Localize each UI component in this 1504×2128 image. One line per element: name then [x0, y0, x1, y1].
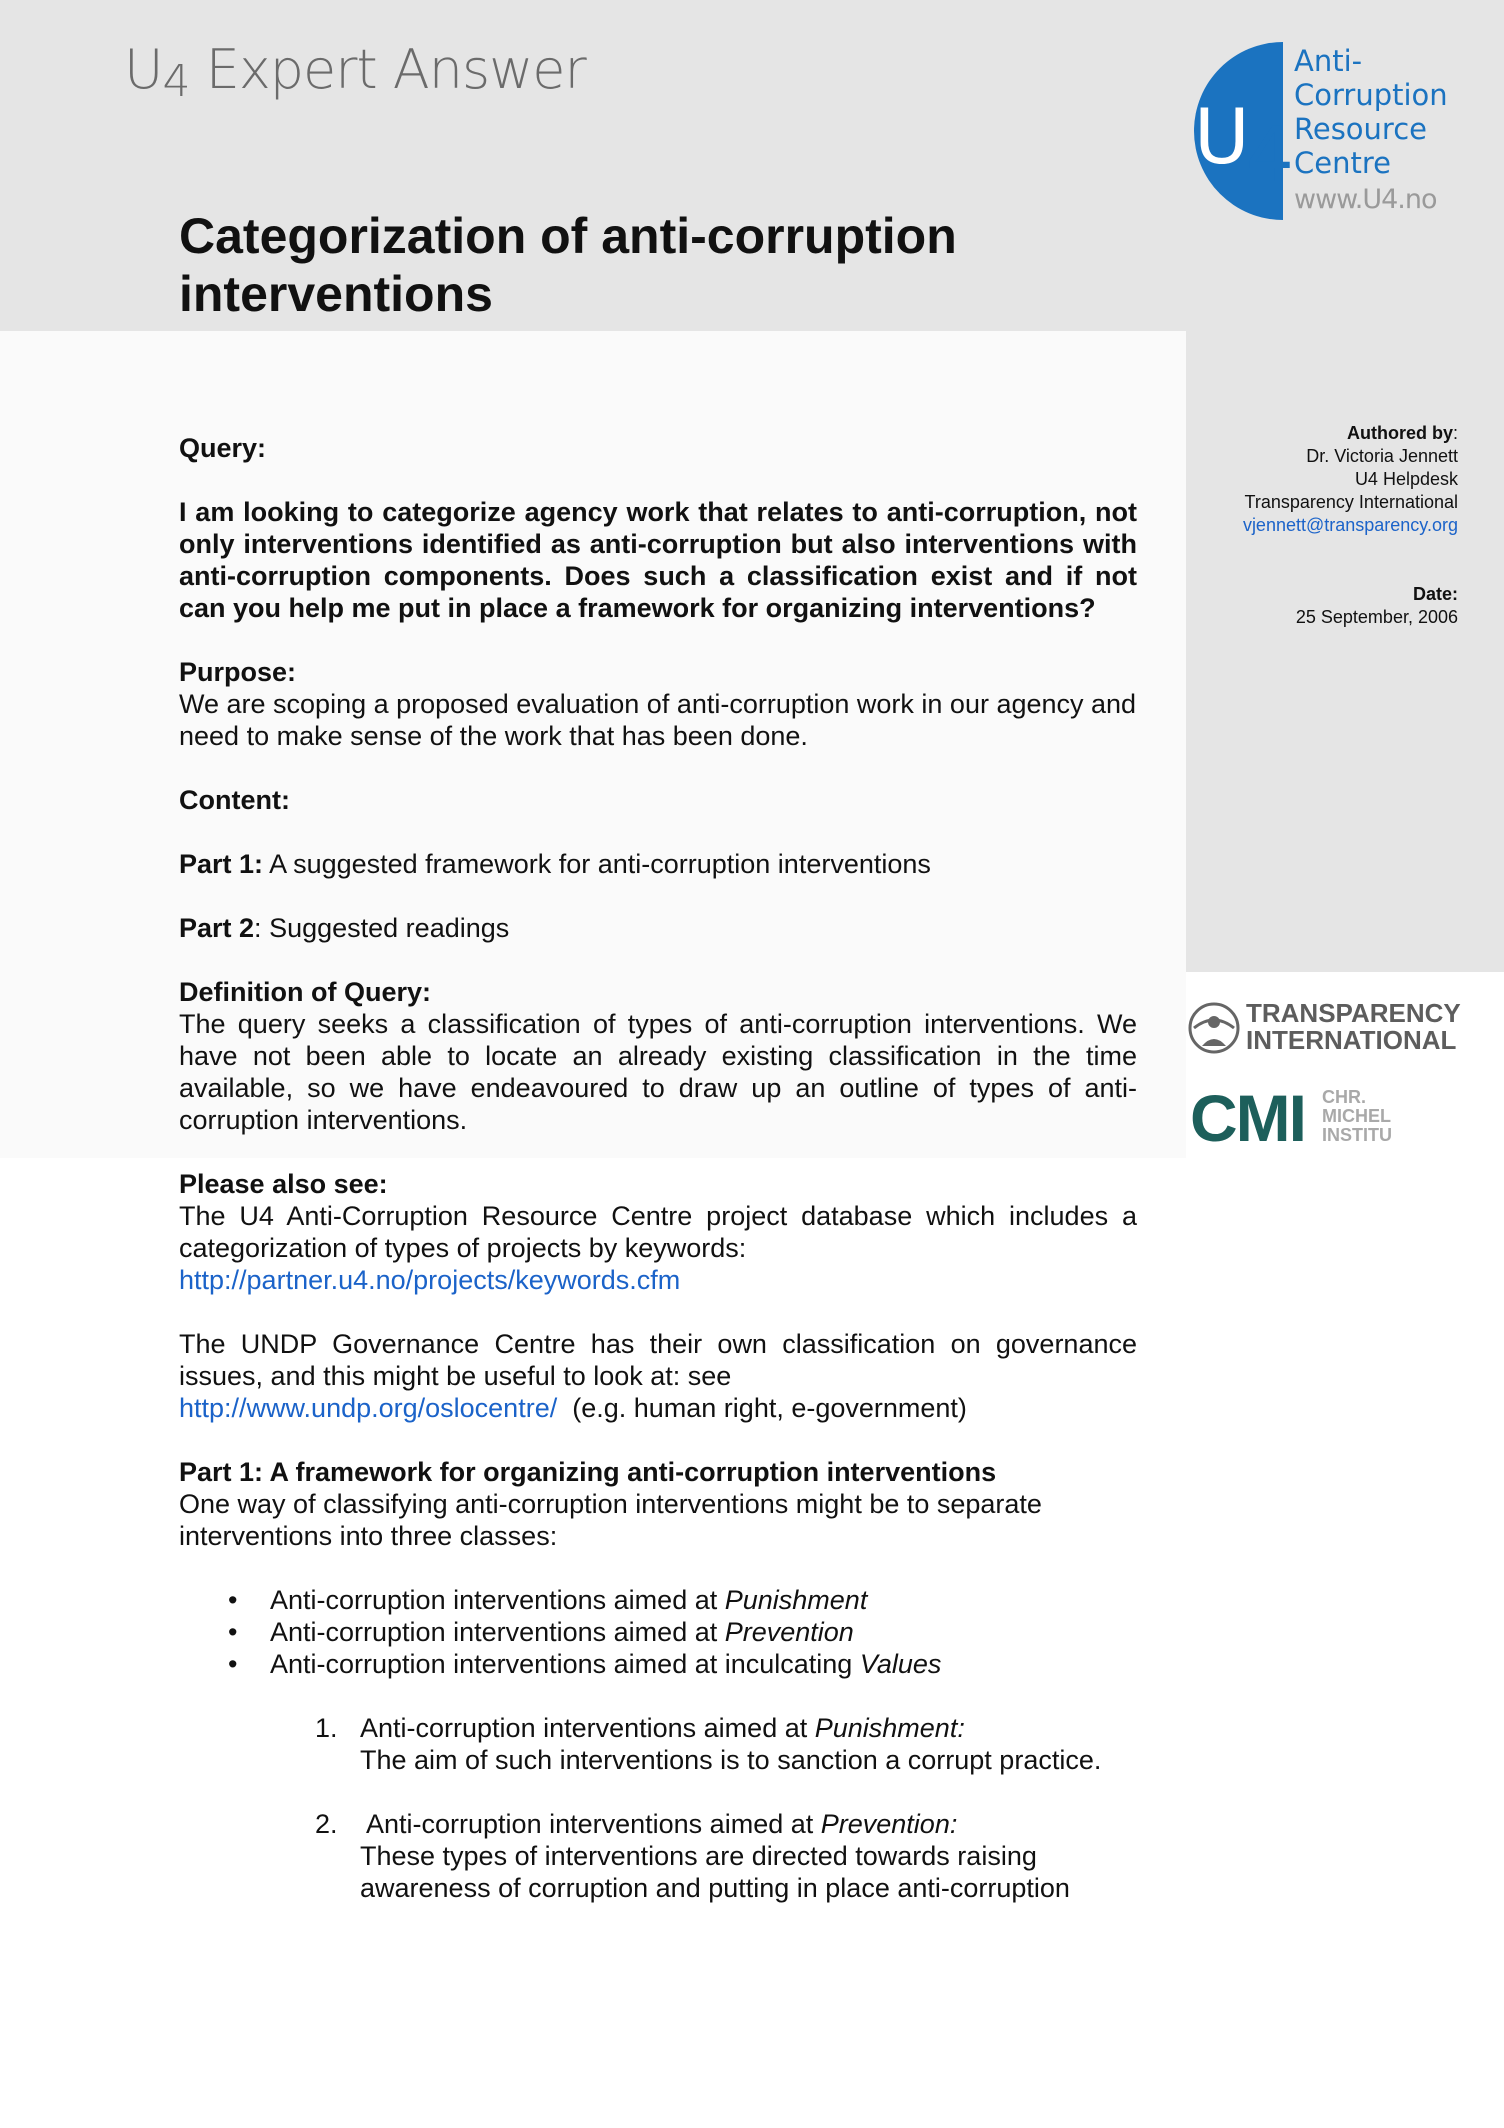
- author-email-link[interactable]: vjennett@transparency.org: [1242, 515, 1458, 535]
- framework-intro: One way of classifying anti-corruption interventions might be to separate interventions into three classes:: [179, 1489, 1042, 1551]
- list-item: • Anti-corruption interventions aimed at Punishment: [270, 1584, 1137, 1616]
- transparency-international-logo: TRANSPARENCY INTERNATIONAL: [1188, 1000, 1448, 1060]
- content-heading: Content:: [179, 785, 290, 815]
- date-label: Date:: [1412, 584, 1458, 604]
- undp-text: The UNDP Governance Centre has their own classification on governance issues, and this might be useful to look at: see: [179, 1329, 1137, 1391]
- series-title: U4 Expert Answer: [124, 38, 586, 107]
- ti-globe-icon: [1188, 1002, 1240, 1054]
- framework-heading: Part 1: A framework for organizing anti-corruption interventions: [179, 1457, 997, 1487]
- numbered-item: 1. Anti-corruption interventions aimed at Punishment: The aim of such interventions is to sanction a corrupt practice.: [315, 1713, 1102, 1775]
- author-name: Dr. Victoria Jennett: [1306, 446, 1458, 466]
- u4-logo-url: www.U4.no: [1294, 184, 1437, 215]
- document-body: [179, 432, 1137, 1904]
- purpose-heading: Purpose:: [179, 657, 297, 687]
- u4-logo: [1194, 42, 1504, 232]
- author-meta: Authored by: Dr. Victoria Jennett U4 Helpdesk Transparency International vjennett@transparency.org Date: 25 September, 2006: [1196, 422, 1458, 629]
- author-org: Transparency International: [1244, 492, 1458, 512]
- undp-link-line: http://www.undp.org/oslocentre/ (e.g. human right, e-government): [179, 1393, 967, 1423]
- query-heading: Query:: [179, 433, 267, 463]
- u4-logo-words: Anti- Corruption Resource Centre: [1294, 44, 1448, 180]
- classes-list: [179, 1584, 1137, 1680]
- list-item: • Anti-corruption interventions aimed at Prevention: [270, 1616, 1137, 1648]
- see-also-text: The U4 Anti-Corruption Resource Centre project database which includes a categorization of types of projects by keywords:: [179, 1201, 1137, 1263]
- content-part1: Part 1: A suggested framework for anti-corruption interventions: [179, 849, 931, 879]
- numbered-item: 2. Anti-corruption interventions aimed at Prevention: These types of interventions are directed towards raising awareness of corruption and putting in place anti-corruption: [315, 1809, 1070, 1903]
- document-title: Categorization of anti-corruption interventions: [179, 208, 957, 322]
- definition-text: The query seeks a classification of types of anti-corruption interventions. We have not been able to locate an already existing classification in the time available, so we have endeavoured to draw up an outline of types of anti-corruption interventions.: [179, 1009, 1137, 1135]
- query-text: I am looking to categorize agency work that relates to anti-corruption, not only interventions identified as anti-corruption but also interventions with anti-corruption components. Does such a classification exist and if not can you help me put in place a framework for organizing interventions?: [179, 497, 1137, 623]
- cmi-logo: CMI CHR. MICHEL INSTITU: [1190, 1086, 1392, 1150]
- definition-heading: Definition of Query:: [179, 977, 431, 1007]
- content-part2: Part 2: Suggested readings: [179, 913, 510, 943]
- date-value: 25 September, 2006: [1295, 607, 1458, 627]
- list-item: • Anti-corruption interventions aimed at inculcating Values: [270, 1648, 1137, 1680]
- undp-link[interactable]: http://www.undp.org/oslocentre/: [179, 1393, 558, 1423]
- author-unit: U4 Helpdesk: [1354, 469, 1458, 489]
- u4-logo-mark: U4: [1194, 92, 1290, 199]
- keywords-link[interactable]: http://partner.u4.no/projects/keywords.cfm: [179, 1265, 681, 1295]
- purpose-text: We are scoping a proposed evaluation of anti-corruption work in our agency and need to make sense of the work that has been done.: [179, 689, 1137, 751]
- see-also-heading: Please also see:: [179, 1169, 388, 1199]
